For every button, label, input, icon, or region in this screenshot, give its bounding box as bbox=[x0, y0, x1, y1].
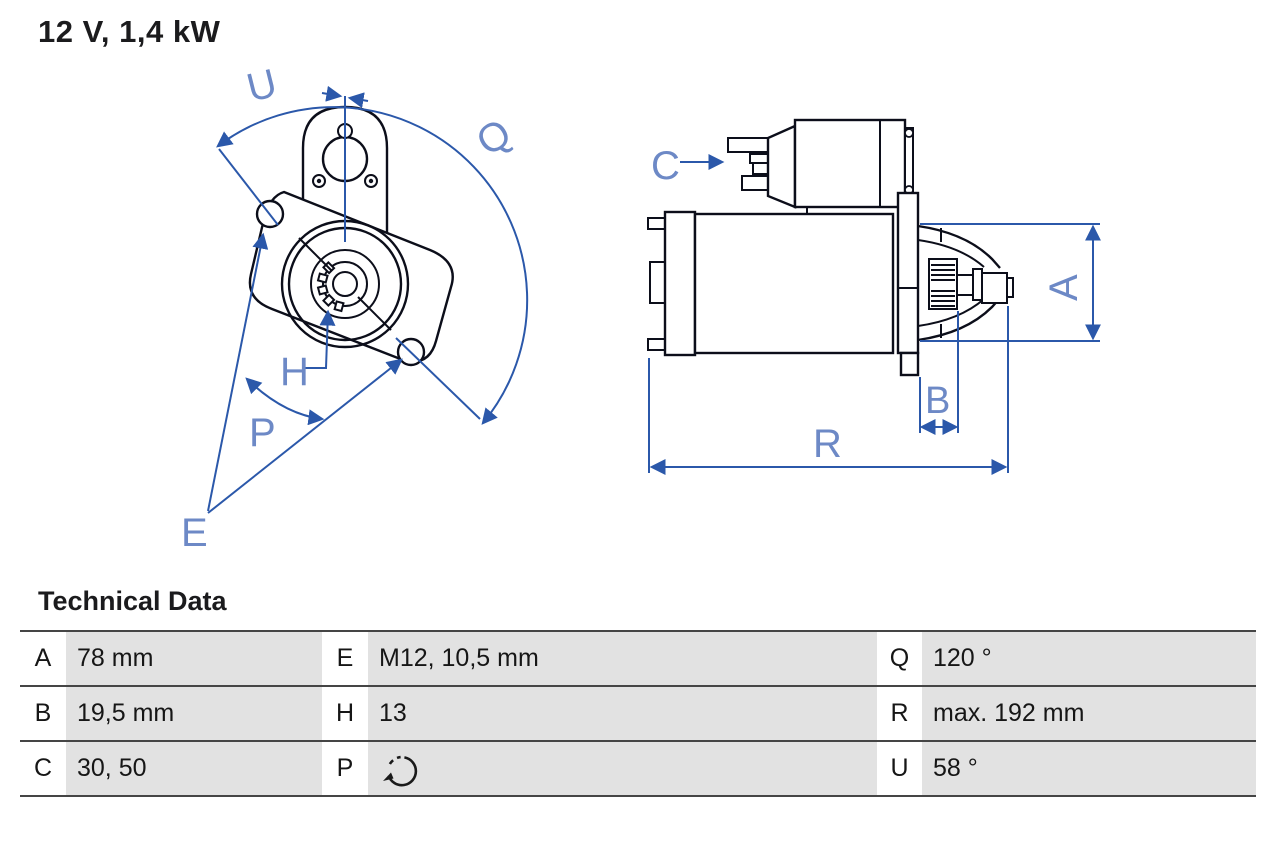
motor-end-cap bbox=[665, 212, 695, 355]
dim-value: 19,5 mm bbox=[66, 687, 322, 740]
drawing-title: 12 V, 1,4 kW bbox=[38, 14, 221, 49]
table-row bbox=[20, 632, 1256, 687]
dim-value: 120 ° bbox=[922, 632, 1256, 685]
mounting-flange bbox=[898, 193, 918, 353]
dim-key: U bbox=[877, 742, 922, 795]
dim-key: R bbox=[877, 687, 922, 740]
dim-value: M12, 10,5 mm bbox=[368, 632, 877, 685]
front-view-outline bbox=[250, 107, 453, 365]
dim-value: 78 mm bbox=[66, 632, 322, 685]
label-a: A bbox=[1042, 274, 1086, 301]
dim-value: max. 192 mm bbox=[922, 687, 1256, 740]
table-row bbox=[20, 742, 1256, 797]
solenoid-terminal bbox=[728, 138, 768, 152]
solenoid-cap bbox=[768, 126, 795, 207]
solenoid-body bbox=[795, 120, 905, 207]
dim-value: 58 ° bbox=[922, 742, 1256, 795]
dim-value: 13 bbox=[368, 687, 877, 740]
dim-key: C bbox=[20, 742, 66, 795]
dim-key: H bbox=[322, 687, 368, 740]
label-e: E bbox=[181, 511, 208, 555]
dim-key: A bbox=[20, 632, 66, 685]
label-c: C bbox=[651, 144, 680, 188]
front-view bbox=[181, 61, 527, 555]
label-b: B bbox=[925, 380, 951, 422]
dim-key: P bbox=[322, 742, 368, 795]
table-row bbox=[20, 687, 1256, 742]
e-leader-1 bbox=[208, 235, 263, 511]
dim-key: Q bbox=[877, 632, 922, 685]
solenoid-terminal bbox=[742, 176, 768, 190]
side-view bbox=[648, 120, 1100, 473]
label-r: R bbox=[813, 422, 842, 466]
pinion-gear bbox=[929, 259, 957, 309]
label-h: H bbox=[280, 350, 309, 394]
shaft bbox=[957, 275, 973, 295]
dim-key: E bbox=[322, 632, 368, 685]
label-p: P bbox=[249, 411, 276, 455]
dim-value-icon bbox=[368, 742, 877, 795]
technical-data-heading: Technical Data bbox=[38, 586, 227, 616]
label-u: U bbox=[242, 61, 282, 111]
motor-body bbox=[695, 214, 893, 353]
technical-data-table bbox=[20, 630, 1256, 797]
rotation-direction-icon bbox=[381, 751, 421, 787]
dim-key: B bbox=[20, 687, 66, 740]
dim-value: 30, 50 bbox=[66, 742, 322, 795]
label-q: Q bbox=[468, 110, 520, 165]
